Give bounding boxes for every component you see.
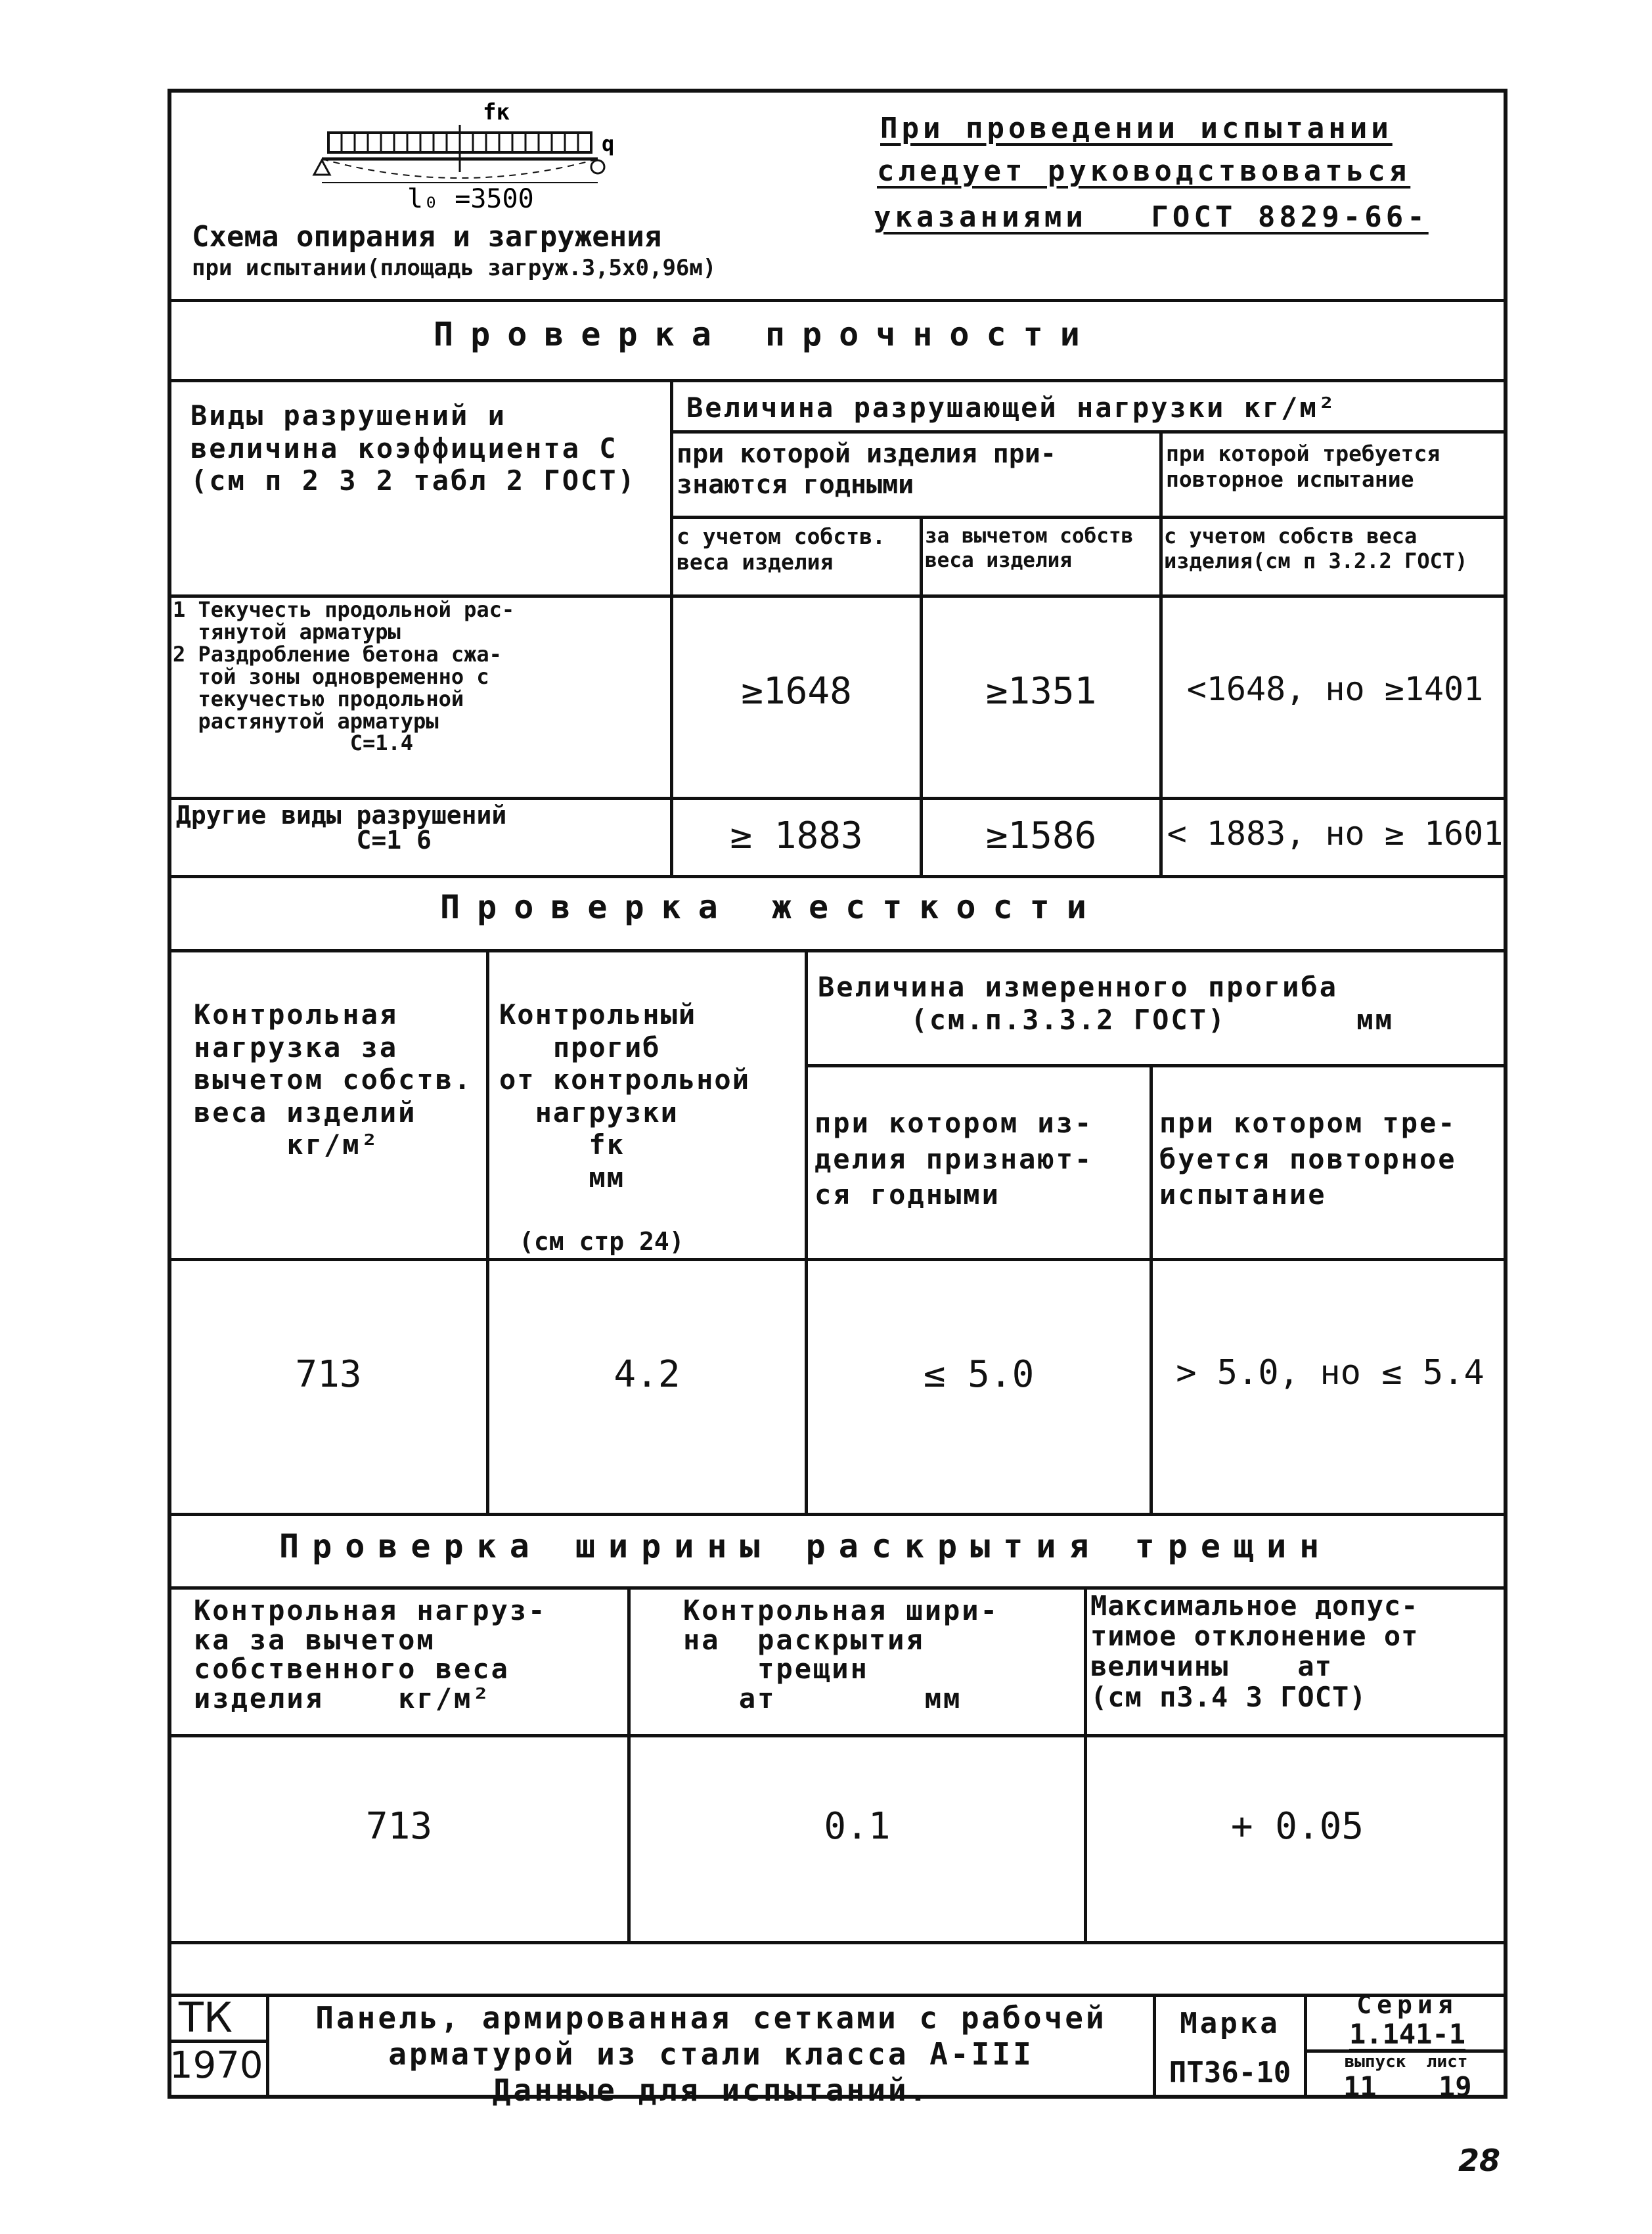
retest-row2: < 1883, но ≥ 1601 (1167, 815, 1504, 853)
failure-types-header: Виды разрушений и величина коэффициента С (см п 2 3 2 табл 2 ГОСТ) (190, 399, 636, 497)
crack-width-value: 0.1 (824, 1805, 891, 1848)
crack-section-title: Проверка ширины раскрытия трещин (279, 1527, 1333, 1565)
with-weight-row2: ≥ 1883 (730, 815, 863, 857)
with-weight-ref-header: с учетом собств веса изделия(см п 3.2.2 ГОСТ) (1164, 524, 1468, 573)
fk-label: fк (483, 99, 510, 125)
deflection-retest-value: > 5.0, но ≤ 5.4 (1176, 1353, 1485, 1393)
measured-deflection-header: Величина измеренного прогиба (см.п.3.3.2 ГОСТ) мм (818, 971, 1394, 1036)
crack-control-load-header: Контрольная нагруз- ка за вычетом собственного веса изделия кг/м² (194, 1594, 547, 1714)
breaking-load-header: Величина разрушающей нагрузки кг/м² (686, 391, 1337, 424)
marka-label: Марка (1180, 2007, 1280, 2040)
divider (167, 1258, 1507, 1261)
marka-value: ПТ36-10 (1169, 2056, 1291, 2089)
span-label: l₀ =3500 (407, 184, 534, 214)
sheet-value: 19 (1439, 2070, 1472, 2103)
divider (627, 1586, 631, 1941)
divider (167, 1941, 1507, 1944)
control-deflection-value: 4.2 (614, 1353, 681, 1396)
divider (670, 516, 1507, 519)
test-note-line3: указаниями ГОСТ 8829-66- (874, 200, 1429, 234)
acceptable-header: при которой изделия при- знаются годными (677, 439, 1056, 501)
divider (167, 797, 1507, 800)
stiffness-section-title: Проверка жесткости (440, 888, 1104, 926)
divider (1084, 1586, 1087, 1941)
max-deviation-value: + 0.05 (1230, 1805, 1364, 1848)
q-label: q (602, 131, 615, 156)
scheme-caption-line2: при испытании(площадь загруж.3,5х0,96м) (192, 255, 717, 281)
max-deviation-header: Максимальное допус- тимое отклонение от величины aт (см п3.4 3 ГОСТ) (1090, 1590, 1419, 1713)
series-value: 1.141-1 (1349, 2018, 1465, 2050)
with-weight-header: с учетом собств. веса изделия (677, 524, 885, 575)
scheme-caption-line1: Схема опирания и загружения (192, 220, 662, 254)
divider (670, 379, 673, 875)
crack-control-load-value: 713 (365, 1805, 433, 1848)
failure-type-row1: 1 Текучесть продольной рас- тянутой арматуры 2 Раздробление бетона сжа- той зоны одновременно с текучестью продольной растянутой арматуры С=1.4 (173, 597, 515, 756)
test-note-line1: При проведении испытании (880, 112, 1393, 145)
strength-section-title: Проверка прочности (434, 315, 1097, 353)
deflection-accept-value: ≤ 5.0 (923, 1353, 1035, 1396)
without-weight-row1: ≥1351 (985, 670, 1097, 713)
divider (805, 1064, 1507, 1067)
page-number: 28 (1458, 2143, 1501, 2178)
drawing-title: Панель, армированная сетками с рабочей арматурой из стали класса А-III Данные для испытаний. (315, 2000, 1107, 2109)
failure-type-row2: Другие виды разрушений С=1 6 (176, 801, 507, 855)
divider (1159, 430, 1163, 875)
retest-row1: <1648, но ≥1401 (1186, 670, 1484, 708)
series-label: Серия (1356, 1990, 1458, 2019)
divider (167, 949, 1507, 952)
divider (670, 430, 1507, 434)
divider (805, 949, 808, 1513)
deflection-retest-header: при котором тре- буется повторное испытание (1159, 1107, 1457, 1211)
loading-scheme-diagram (309, 99, 617, 217)
issue-value: 11 (1343, 2070, 1377, 2103)
divider (167, 1513, 1507, 1516)
org-code: ТК (179, 1994, 233, 2042)
without-weight-row2: ≥1586 (985, 815, 1097, 857)
divider (167, 299, 1507, 302)
stiffness-control-load-value: 713 (295, 1353, 362, 1396)
divider (167, 379, 1507, 382)
divider (167, 1734, 1507, 1737)
divider (1150, 1064, 1153, 1513)
deflection-accept-header: при котором из- делия признают- ся годными (815, 1107, 1094, 1211)
crack-width-header: Контрольная шири- на раскрытия трещин aт мм (683, 1594, 999, 1714)
divider (486, 949, 489, 1513)
without-weight-header: за вычетом собств веса изделия (925, 524, 1134, 572)
control-load-header: Контрольная нагрузка за вычетом собств. веса изделий кг/м² (194, 998, 473, 1161)
control-deflection-header: Контрольный прогиб от контрольной нагрузки fк мм (499, 998, 751, 1194)
control-deflection-ref: (см стр 24) (519, 1227, 684, 1256)
year: 1970 (169, 2044, 263, 2087)
with-weight-row1: ≥1648 (741, 670, 852, 713)
divider (167, 875, 1507, 878)
retest-header: при которой требуется повторное испытание (1166, 441, 1440, 492)
test-note-line2: следует руководствоваться (877, 154, 1411, 188)
issue-sheet-label: выпуск лист (1344, 2052, 1468, 2072)
